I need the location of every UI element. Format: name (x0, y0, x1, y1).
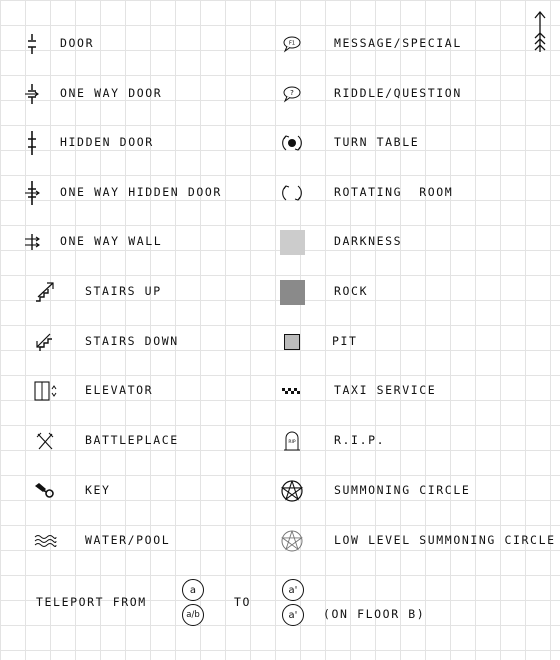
legend-item-darkness (277, 227, 402, 257)
taxi-service-icon (277, 376, 307, 406)
svg-text:RIP: RIP (288, 440, 296, 445)
legend-item-turn-table (277, 128, 419, 158)
low-level-summoning-circle-icon (277, 526, 307, 556)
one-way-door-icon (17, 79, 47, 109)
north-arrow-icon (532, 10, 548, 58)
legend-label: ONE WAY DOOR (60, 86, 163, 101)
legend-label: PIT (332, 334, 358, 349)
legend-item-stairs-down (30, 327, 179, 357)
legend-item-message-special (277, 29, 462, 59)
legend-item-water-pool (30, 526, 170, 556)
legend-item-low-level-summoning-circle (277, 526, 556, 556)
legend-item-key (30, 476, 111, 506)
hidden-door-icon (17, 128, 47, 158)
legend-item-one-way-door (17, 79, 162, 109)
door-icon (17, 29, 47, 59)
legend-item-door (17, 29, 94, 59)
legend-label: HIDDEN DOOR (60, 135, 154, 150)
elevator-icon (30, 376, 60, 406)
teleport-mark-from-ab: a/b (182, 604, 204, 626)
legend-item-elevator (30, 376, 153, 406)
legend-item-one-way-hidden-door (17, 178, 222, 208)
legend-label: ROCK (334, 284, 369, 299)
legend-item-one-way-wall (17, 227, 162, 257)
water-pool-icon (30, 526, 60, 556)
legend-label: KEY (85, 483, 111, 498)
teleport-mark-from-a: a (182, 579, 204, 601)
key-icon (30, 476, 60, 506)
legend-label: STAIRS DOWN (85, 334, 179, 349)
darkness-icon (277, 227, 307, 257)
stairs-down-icon (30, 327, 60, 357)
legend-item-stairs-up (30, 277, 162, 307)
rip-icon (277, 426, 307, 456)
message-special-icon (277, 29, 307, 59)
legend-label: DARKNESS (334, 234, 403, 249)
legend-label: R.I.P. (334, 433, 386, 448)
svg-text:?: ? (290, 89, 294, 97)
svg-text:F1: F1 (288, 40, 296, 47)
pit-icon (277, 327, 307, 357)
legend-item-hidden-door (17, 128, 154, 158)
teleport-mark-to-a-prime-floor-b: a' (282, 604, 304, 626)
teleport-floor-note: (ON FLOOR B) (323, 607, 426, 621)
rotating-room-icon (277, 178, 307, 208)
one-way-hidden-door-icon (17, 178, 47, 208)
teleport-to-label: TO (234, 595, 252, 609)
legend-label: STAIRS UP (85, 284, 162, 299)
legend-label: RIDDLE/QUESTION (334, 86, 462, 101)
summoning-circle-icon (277, 476, 307, 506)
legend-label: ROTATING ROOM (334, 185, 454, 200)
legend-label: TURN TABLE (334, 135, 420, 150)
battleplace-icon (30, 426, 60, 456)
legend-item-taxi-service (277, 376, 436, 406)
one-way-wall-icon (17, 227, 47, 257)
legend-label: MESSAGE/SPECIAL (334, 36, 462, 51)
stairs-up-icon (30, 277, 60, 307)
turn-table-icon (277, 128, 307, 158)
teleport-from-label: TELEPORT FROM (36, 595, 147, 609)
legend-item-rock (277, 277, 368, 307)
teleport-mark-to-a-prime: a' (282, 579, 304, 601)
legend-label: BATTLEPLACE (85, 433, 179, 448)
legend-label: TAXI SERVICE (334, 383, 437, 398)
rock-icon (277, 277, 307, 307)
legend-item-pit (277, 327, 358, 357)
legend-label: SUMMONING CIRCLE (334, 483, 471, 498)
legend-label: ELEVATOR (85, 383, 154, 398)
legend-item-rotating-room (277, 178, 453, 208)
legend-label: ONE WAY WALL (60, 234, 163, 249)
legend-label: LOW LEVEL SUMMONING CIRCLE (334, 533, 556, 548)
legend-item-rip (277, 426, 385, 456)
legend-item-battleplace (30, 426, 179, 456)
riddle-question-icon (277, 79, 307, 109)
legend-label: DOOR (60, 36, 95, 51)
legend-label: ONE WAY HIDDEN DOOR (60, 185, 222, 200)
legend-label: WATER/POOL (85, 533, 171, 548)
legend-item-summoning-circle (277, 476, 470, 506)
legend-item-riddle-question (277, 79, 462, 109)
